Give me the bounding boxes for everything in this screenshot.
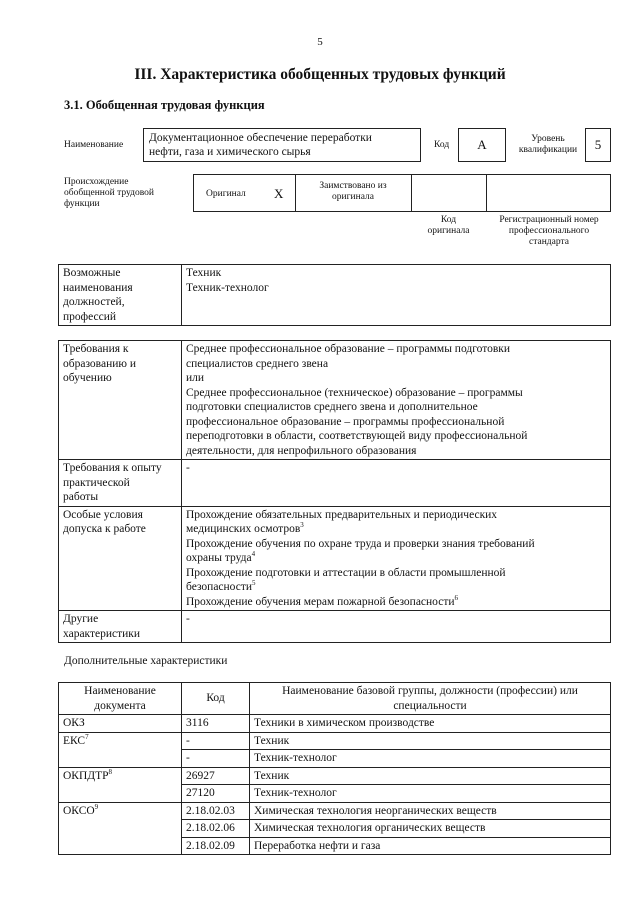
experience-value-cell: - bbox=[182, 460, 611, 507]
positions-label-line: должностей, bbox=[63, 296, 125, 308]
education-label-line: обучению bbox=[63, 372, 112, 384]
conditions-label-cell bbox=[59, 506, 182, 611]
code-cell: 26927 bbox=[182, 767, 250, 785]
level-label-line1: Уровень bbox=[531, 134, 565, 144]
page-number: 5 bbox=[317, 36, 323, 48]
header-name-line1: Наименование базовой группы, должности (профессии) или bbox=[282, 685, 578, 697]
code-value: А bbox=[477, 137, 487, 152]
education-line: профессиональное образование – программы профессиональной bbox=[186, 415, 505, 428]
borrowed-line1: Заимствовано из bbox=[319, 181, 387, 191]
conditions-label-line: Особые условия bbox=[63, 508, 143, 521]
education-line: специалистов среднего звена bbox=[186, 357, 329, 370]
positions-table bbox=[58, 264, 611, 326]
name-cell: Техники в химическом производстве bbox=[250, 715, 611, 733]
level-value: 5 bbox=[594, 137, 602, 152]
education-line: Среднее профессиональное образование – программы подготовки bbox=[186, 343, 511, 355]
header-code: Код bbox=[182, 683, 250, 715]
code-cell: 27120 bbox=[182, 785, 250, 803]
header-doc-line2: документа bbox=[94, 699, 146, 712]
condition-line: охраны труда$^4$ bbox=[186, 550, 256, 564]
education-line: переподготовки в области, соответствующей виду профессиональной bbox=[186, 430, 528, 442]
reg-caption-line2: профессионального bbox=[508, 226, 590, 236]
origin-divider-1 bbox=[295, 174, 296, 212]
origin-label-line2: обобщенной трудовой bbox=[64, 188, 154, 198]
education-label-cell bbox=[59, 341, 182, 460]
additional-table bbox=[58, 682, 611, 855]
name-cell: Химическая технология органических веществ bbox=[250, 820, 611, 838]
table-row bbox=[59, 460, 611, 507]
origin-divider-2 bbox=[411, 174, 412, 212]
doc-cell: ОКСО$^9$ bbox=[59, 802, 182, 855]
level-label bbox=[512, 134, 584, 156]
name-label: Наименование bbox=[64, 140, 124, 150]
position-name: Техник-технолог bbox=[186, 281, 269, 294]
education-line: Среднее профессиональное (техническое) образование – программы bbox=[186, 386, 523, 399]
table-row bbox=[59, 341, 611, 460]
experience-label-line: практической bbox=[63, 476, 130, 489]
name-cell: Техник bbox=[250, 767, 611, 785]
subsection-title: 3.1. Обобщенная трудовая функция bbox=[64, 98, 265, 112]
code-cell: 2.18.02.03 bbox=[182, 802, 250, 820]
education-line: деятельности, для непрофильного образования bbox=[186, 444, 417, 457]
condition-line: безопасности$^5$ bbox=[186, 579, 256, 593]
header-doc-line1: Наименование bbox=[84, 685, 156, 697]
original-label: Оригинал bbox=[206, 189, 246, 199]
education-label-line: Требования к bbox=[63, 343, 129, 355]
positions-label-cell bbox=[59, 265, 182, 326]
condition-line: Прохождение обучения мерам пожарной безопасности$^6$ bbox=[186, 593, 459, 608]
conditions-label-line: допуска к работе bbox=[63, 523, 146, 535]
reg-caption-line3: стандарта bbox=[529, 237, 569, 247]
position-name: Техник bbox=[186, 267, 222, 279]
education-line: или bbox=[186, 372, 205, 384]
borrowed-label bbox=[300, 181, 406, 203]
header-doc bbox=[59, 683, 182, 715]
code-caption-line2: оригинала bbox=[427, 226, 470, 236]
name-cell: Химическая технология неорганических веществ bbox=[250, 802, 611, 820]
section-title: III. Характеристика обобщенных трудовых функций bbox=[134, 66, 506, 83]
table-row bbox=[59, 732, 611, 750]
experience-label-cell bbox=[59, 460, 182, 507]
code-cell: 3116 bbox=[182, 715, 250, 733]
table-row bbox=[59, 767, 611, 785]
name-value-box bbox=[143, 128, 421, 162]
code-label: Код bbox=[434, 140, 450, 150]
origin-divider-3 bbox=[486, 174, 487, 212]
experience-label-line: Требования к опыту bbox=[63, 462, 162, 474]
header-name-line2: специальности bbox=[393, 699, 467, 712]
requirements-table bbox=[58, 340, 611, 643]
reg-caption-line1: Регистрационный номер bbox=[499, 215, 599, 225]
doc-cell: ОКЗ bbox=[59, 715, 182, 733]
condition-line: Прохождение обучения по охране труда и проверки знания требований bbox=[186, 537, 535, 550]
code-cell: 2.18.02.06 bbox=[182, 820, 250, 838]
origin-label-line1: Происхождение bbox=[64, 177, 129, 187]
doc-cell: ОКПДТР$^8$ bbox=[59, 767, 182, 802]
condition-line: Прохождение обязательных предварительных и периодических bbox=[186, 508, 498, 521]
name-cell: Техник-технолог bbox=[250, 750, 611, 768]
other-label-cell bbox=[59, 611, 182, 643]
other-label-line: характеристики bbox=[63, 627, 141, 640]
additional-title: Дополнительные характеристики bbox=[64, 655, 228, 667]
code-cell: 2.18.02.09 bbox=[182, 837, 250, 855]
name-cell: Переработка нефти и газа bbox=[250, 837, 611, 855]
positions-label-line: Возможные bbox=[63, 267, 121, 279]
doc-cell: ЕКС$^7$ bbox=[59, 732, 182, 767]
code-cell: - bbox=[182, 732, 250, 750]
condition-line: медицинских осмотров$^3$ bbox=[186, 521, 304, 535]
name-cell: Техник-технолог bbox=[250, 785, 611, 803]
code-value-box bbox=[458, 128, 506, 162]
experience-label-line: работы bbox=[63, 491, 99, 503]
condition-line: Прохождение подготовки и аттестации в области промышленной bbox=[186, 566, 506, 579]
table-row bbox=[59, 611, 611, 643]
table-header-row bbox=[59, 683, 611, 715]
education-label-line: образованию и bbox=[63, 357, 136, 370]
borrowed-line2: оригинала bbox=[332, 192, 374, 202]
origin-label bbox=[64, 177, 154, 210]
education-line: подготовки специалистов среднего звена и дополнительное bbox=[186, 401, 478, 413]
level-value-box bbox=[585, 128, 611, 162]
table-row bbox=[59, 802, 611, 820]
code-caption-line1: Код bbox=[440, 215, 457, 225]
header-name bbox=[250, 683, 611, 715]
reg-number-caption bbox=[487, 215, 611, 248]
other-value-cell: - bbox=[182, 611, 611, 643]
table-row bbox=[59, 506, 611, 611]
education-value-cell bbox=[182, 341, 611, 460]
positions-label-line: наименования bbox=[63, 281, 133, 294]
positions-value-cell bbox=[182, 265, 611, 326]
positions-label-line: профессий bbox=[63, 310, 117, 323]
conditions-value-cell bbox=[182, 506, 611, 611]
original-mark: X bbox=[274, 186, 284, 201]
name-value-line2: нефти, газа и химического сырья bbox=[149, 146, 311, 158]
origin-label-line3: функции bbox=[64, 199, 100, 209]
code-cell: - bbox=[182, 750, 250, 768]
name-value-line1: Документационное обеспечение переработки bbox=[149, 132, 372, 144]
table-row bbox=[59, 715, 611, 733]
other-label-line: Другие bbox=[63, 613, 99, 625]
name-cell: Техник bbox=[250, 732, 611, 750]
code-original-caption bbox=[411, 215, 486, 237]
level-label-line2: квалификации bbox=[518, 145, 578, 155]
